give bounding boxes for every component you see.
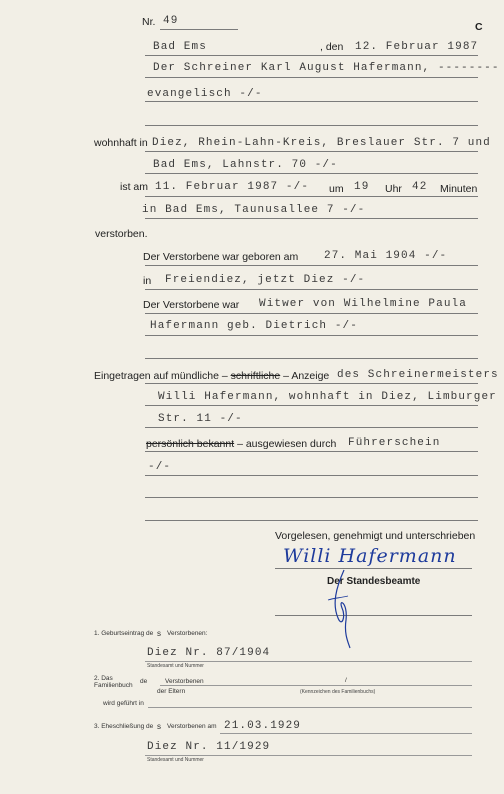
signature: Willi Hafermann (283, 545, 457, 567)
divider (145, 405, 478, 406)
divider (145, 427, 478, 428)
divider (145, 475, 478, 476)
registration-line-2: Willi Hafermann, wohnhaft in Diez, Limburger (158, 391, 497, 403)
divider (145, 173, 478, 174)
divider (145, 289, 478, 290)
registration-label-struck: schriftliche (230, 370, 281, 382)
footer-item-2-eltern: der Eltern (157, 688, 186, 695)
footer-item-2-kennzeichen: (Kennzeichen des Familienbuchs) (300, 689, 376, 695)
footer-item-1-s: s (157, 629, 161, 638)
divider (145, 218, 478, 219)
birth-place: Freiendiez, jetzt Diez -/- (165, 274, 366, 286)
registration-line-1: des Schreinermeisters (337, 369, 499, 381)
divider (160, 29, 238, 30)
divider (160, 685, 472, 686)
birth-label: Der Verstorbene war geboren am (143, 251, 299, 263)
registry-place: Bad Ems (153, 41, 207, 53)
divider (145, 497, 478, 498)
marriage-date: 21.03.1929 (224, 720, 302, 732)
corner-letter: C (475, 21, 483, 33)
registrar-signature-stroke (322, 568, 362, 650)
divider (275, 568, 472, 569)
um-label: um (329, 183, 344, 195)
birth-record-value: Diez Nr. 87/1904 (147, 647, 271, 659)
birth-date: 27. Mai 1904 -/- (324, 250, 448, 262)
divider (145, 755, 472, 756)
identification-document: Führerschein (348, 437, 441, 449)
marital-line-1: Witwer von Wilhelmine Paula (259, 298, 467, 310)
uhr-label: Uhr (385, 183, 402, 195)
marriage-record-value: Diez Nr. 11/1929 (147, 741, 271, 753)
marital-label: Der Verstorbene war (143, 299, 240, 311)
registration-label (94, 370, 329, 382)
nr-label: Nr. (142, 16, 156, 28)
divider (275, 615, 472, 616)
divider (145, 661, 472, 662)
divider (145, 313, 478, 314)
ist-am-label: ist am (120, 181, 149, 193)
footer-item-2-familienbuch: Familienbuch (94, 682, 133, 689)
footer-item-1-verstorbenen: Verstorbenen: (167, 630, 208, 637)
verstorben-label: verstorben. (95, 228, 148, 240)
in-label: in (143, 275, 152, 287)
ausgewiesen-label: – ausgewiesen durch (237, 438, 337, 450)
death-date: 11. Februar 1987 -/- (155, 181, 310, 193)
den-label: , den (320, 41, 344, 53)
footer-item-2-num: 2. Das (94, 675, 113, 682)
identification-line-2: -/- (148, 461, 172, 473)
divider (145, 451, 478, 452)
death-minutes: 42 (412, 181, 428, 193)
divider (145, 125, 478, 126)
footer-item-2-slash: / (345, 677, 347, 684)
registration-label-b: – Anzeige (283, 370, 330, 382)
minuten-label: Minuten (440, 183, 478, 195)
divider (145, 196, 478, 197)
marital-line-2: Hafermann geb. Dietrich -/- (150, 320, 358, 332)
divider (145, 151, 478, 152)
registration-line-3: Str. 11 -/- (158, 413, 243, 425)
divider (145, 77, 478, 78)
footer-item-3-sub: Standesamt und Nummer (147, 757, 204, 763)
vorgelesen-text: Vorgelesen, genehmigt und unterschrieben (275, 530, 476, 542)
residence-line-2: Bad Ems, Lahnstr. 70 -/- (153, 159, 338, 171)
divider (145, 101, 478, 102)
residence-line-1: Diez, Rhein-Lahn-Kreis, Breslauer Str. 7 und (152, 137, 491, 149)
death-place: in Bad Ems, Taunusallee 7 -/- (142, 204, 366, 216)
divider (145, 520, 478, 521)
divider (148, 707, 472, 708)
declarant-line-1: Der Schreiner Karl August Hafermann, -------- (153, 62, 500, 74)
declarant-line-2: evangelisch -/- (147, 88, 263, 100)
known-struck: persönlich bekannt (146, 438, 235, 450)
footer-item-2-de: de (140, 678, 148, 685)
divider (145, 335, 478, 336)
footer-item-2-wird: wird geführt in (103, 700, 144, 707)
divider (220, 733, 472, 734)
registry-date: 12. Februar 1987 (355, 41, 479, 53)
footer-item-1-sub: Standesamt und Nummer (147, 663, 204, 669)
death-hour: 19 (354, 181, 370, 193)
footer-item-2-verstorbenen: Verstorbenen (165, 678, 204, 685)
footer-item-3-s: s (157, 722, 161, 731)
registration-label-a: Eingetragen auf mündliche – (94, 370, 228, 382)
divider (145, 383, 478, 384)
footer-item-3-verstorbenen: Verstorbenen am (167, 723, 217, 730)
footer-item-3-label: 3. Eheschließung de (94, 723, 154, 730)
divider (145, 55, 478, 56)
divider (145, 358, 478, 359)
residence-label: wohnhaft in (94, 137, 148, 149)
identification-label (146, 438, 336, 450)
footer-item-1-label: 1. Geburtseintrag de (94, 630, 154, 637)
divider (145, 265, 478, 266)
record-number: 49 (163, 15, 179, 27)
registrar-label: Der Standesbeamte (327, 576, 421, 587)
